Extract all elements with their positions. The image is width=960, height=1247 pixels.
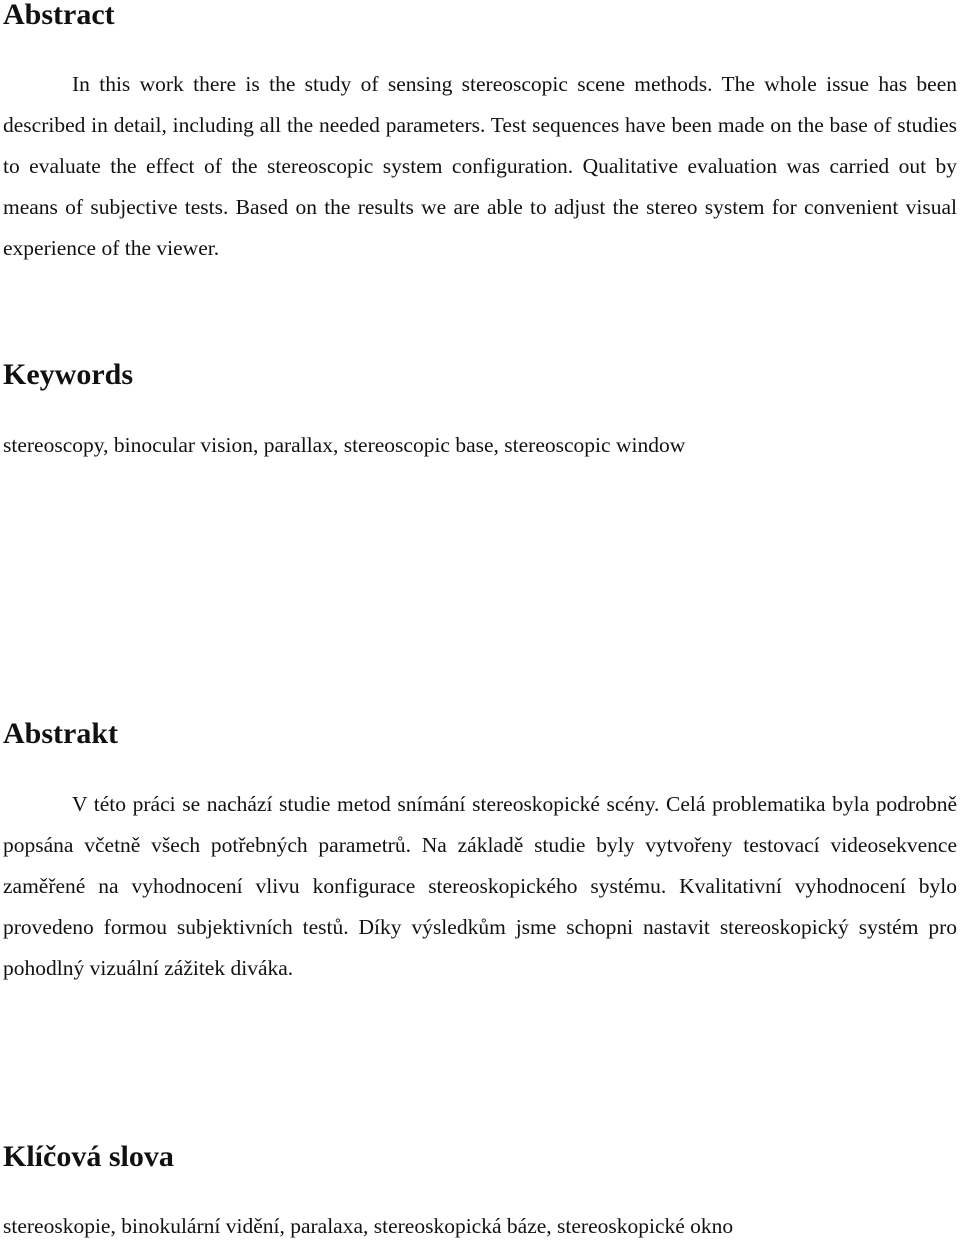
keywords-heading: Keywords	[3, 358, 133, 391]
abstract-paragraph: In this work there is the study of sensing stereoscopic scene methods. The whole issue has been described in detail, including all the needed parameters. Test sequences have been made on the base of studies to evaluate the effect of the stereoscopic system configuration. Qualitative evaluation was carried out by means of subjective tests. Based on the results we are able to adjust the stereo system for convenient visual experience of the viewer.	[3, 72, 957, 260]
klicova-slova-heading: Klíčová slova	[3, 1140, 174, 1173]
abstrakt-paragraph: V této práci se nachází studie metod snímání stereoskopické scény. Celá problematika byla podrobně popsána včetně všech potřebných parametrů. Na základě studie byly vytvořeny testovací videosekvence zaměřené na vyhodnocení vlivu konfigurace stereoskopického systému. Kvalitativní vyhodnocení bylo provedeno formou subjektivních testů. Díky výsledkům jsme schopni nastavit stereoskopický systém pro pohodlný vizuální zážitek diváka.	[3, 792, 957, 980]
abstrakt-heading: Abstrakt	[3, 717, 119, 750]
keywords-list: stereoscopy, binocular vision, parallax, stereoscopic base, stereoscopic window	[3, 433, 686, 457]
abstract-heading: Abstract	[3, 0, 115, 31]
klicova-slova-list: stereoskopie, binokulární vidění, paralaxa, stereoskopická báze, stereoskopické okno	[3, 1214, 734, 1238]
